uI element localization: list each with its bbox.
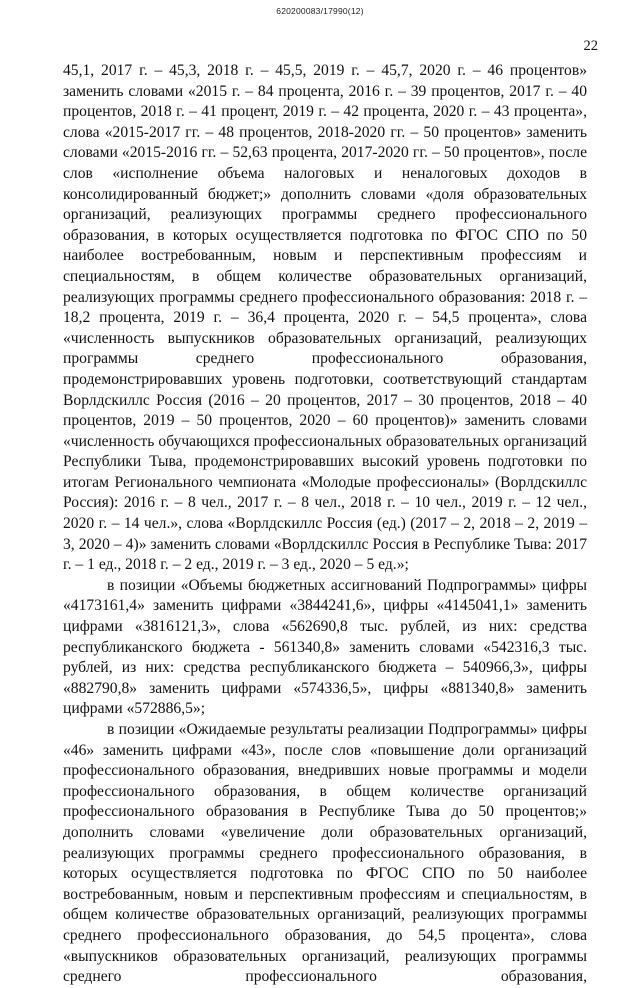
paragraph-expected-results: в позиции «Ожидаемые результаты реализации Подпрограммы» цифры «46» заменить цифрами «43», после слов «повышение доли организаций профессионального образования, внедривших новые программы и модели профессионального образования, в общем количестве организаций профессионального образования в Республике Тыва до 50 процентов;» дополнить словами «увеличение доли образовательных организаций, реализующих программы среднего профессионального образования, в которых осуществляется подготовка по ФГОС СПО по 50 наиболее востребованным, новым и перспективным профессиям и специальностям, в общем количестве образовательных организаций, реализующих программы среднего профессионального образования, до 54,5 процента», слова «выпускников образовательных организаций, реализующих программы среднего профессионального образования, (63, 721, 587, 986)
document-body (63, 61, 587, 988)
document-id: 620200083/17990(12) (276, 6, 364, 16)
paragraph-budget-allocations: в позиции «Объемы бюджетных ассигнований Подпрограммы» цифры «4173161,4» заменить цифрами «3844241,6», цифры «4145041,1» заменить цифрами «3816121,3», слова «562690,8 тыс. рублей, из них: средства республиканского бюджета - 561340,8» заменить словами «542316,3 тыс. рублей, из них: средства республиканского бюджета – 540966,3», цифры «882790,8» заменить цифрами «574336,5», цифры «881340,8» заменить цифрами «572886,5»; (63, 576, 587, 718)
page-number: 22 (583, 38, 598, 54)
paragraph-continued: 45,1, 2017 г. – 45,3, 2018 г. – 45,5, 2019 г. – 45,7, 2020 г. – 46 процентов» заменить словами «2015 г. – 84 процента, 2016 г. – 39 процентов, 2017 г. – 40 процентов, 2018 г. – 41 процент, 2019 г. – 42 процента, 2020 г. – 43 процента», слова «2015-2017 гг. – 48 процентов, 2018-2020 гг. – 50 процентов» заменить словами «2015-2016 гг. – 52,63 процента, 2017-2020 гг. – 50 процентов», после слов «исполнение объема налоговых и неналоговых доходов в консолидированный бюджет;» дополнить словами «доля образовательных организаций, реализующих программы среднего профессионального образования, в которых осуществляется подготовка по ФГОС СПО по 50 наиболее востребованным, новым и перспективным профессиям и специальностям, в общем количестве образовательных организаций, реализующих программы среднего профессионального образования: 2018 г. – 18,2 процента, 2019 г. – 36,4 процента, 2020 г. – 54,5 процента», слова «численность выпускников образовательных организаций, реализующих программы среднего профессионального образования, продемонстрировавших уровень подготовки, соответствующий стандартам Ворлдскиллс Россия (2016 – 20 процентов, 2017 – 30 процентов, 2018 – 40 процентов, 2019 – 50 процентов, 2020 – 60 процентов)» заменить словами «численность обучающихся профессиональных образовательных организаций Республики Тыва, продемонстрировавших высокий уровень подготовки по итогам Регионального чемпионата «Молодые профессионалы» (Ворлдскиллс Россия): 2016 г. – 8 чел., 2017 г. – 8 чел., 2018 г. – 10 чел., 2019 г. – 12 чел., 2020 г. – 14 чел.», слова «Ворлдскиллс Россия (ед.) (2017 – 2, 2018 – 2, 2019 – 3, 2020 – 4)» заменить словами «Ворлдскиллс Россия в Республике Тыва: 2017 г. – 1 ед., 2018 г. – 2 ед., 2019 г. – 3 ед., 2020 – 5 ед.»; (63, 62, 587, 574)
